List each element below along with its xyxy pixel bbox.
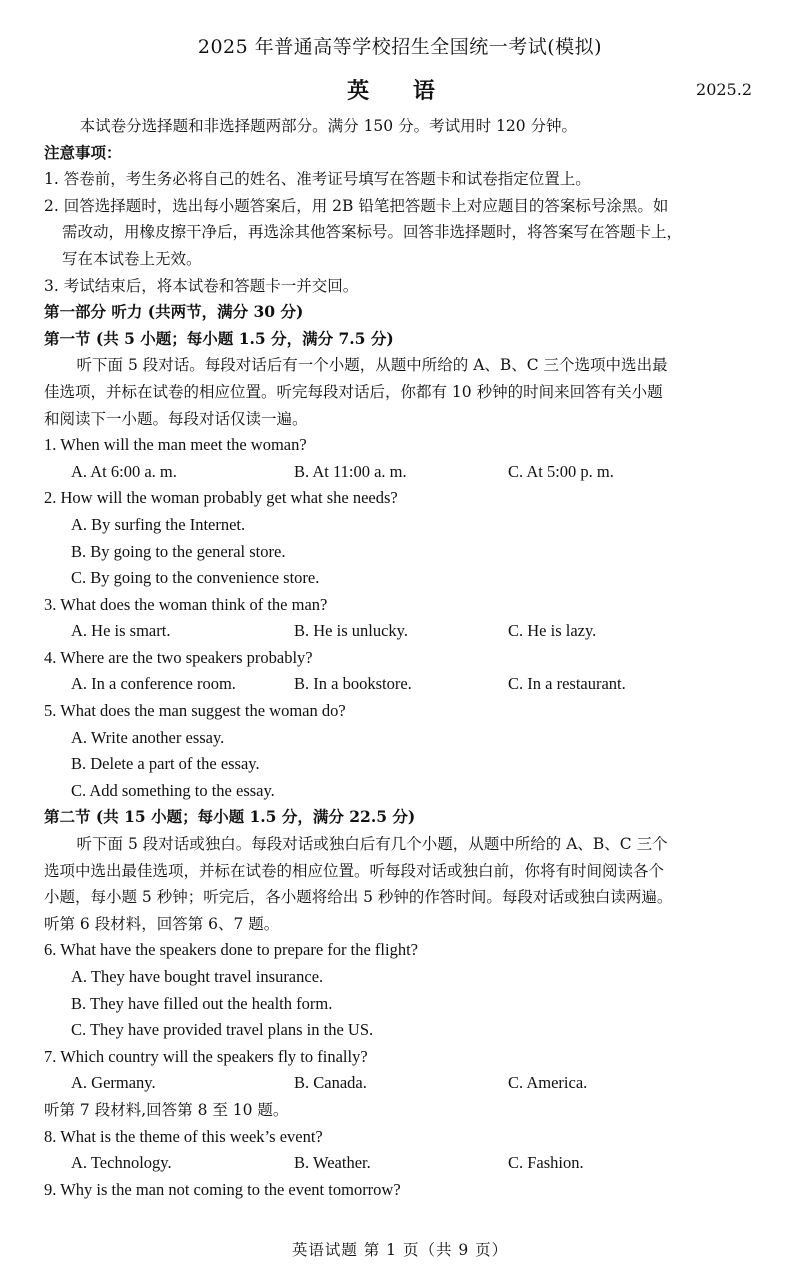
option-c: C. America.	[508, 1073, 588, 1093]
intro-line: 本试卷分选择题和非选择题两部分。满分 150 分。考试用时 120 分钟。	[79, 117, 578, 135]
question-7: 7. Which country will the speakers fly to finally?	[44, 1046, 368, 1066]
instruction-line: 佳选项，并标在试卷的相应位置。听完每段对话后，你都有 10 秒钟的时间来回答有关小题	[44, 382, 663, 401]
section1-instructions	[44, 352, 756, 432]
question-1-options	[44, 459, 756, 486]
question-8-options	[44, 1150, 756, 1177]
option-c: C. He is lazy.	[508, 621, 597, 641]
instruction-line: 听下面 5 段对话。每段对话后有一个小题，从题中所给的 A、B、C 三个选项中选出最	[76, 356, 668, 375]
notice-item-3: 3. 考试结束后，将本试卷和答题卡一并交回。	[44, 276, 359, 295]
instruction-line: 和阅读下一小题。每段对话仅读一遍。	[44, 409, 308, 428]
option-a: A. In a conference room.	[71, 674, 236, 694]
section1-heading: 第一节 (共 5 小题；每小题 1.5 分，满分 7.5 分)	[44, 328, 394, 348]
question-8: 8. What is the theme of this week’s event?	[44, 1126, 323, 1146]
option-a: A. He is smart.	[71, 621, 171, 641]
question-7-options	[44, 1070, 756, 1097]
option-c: C. By going to the convenience store.	[71, 568, 320, 588]
question-9: 9. Why is the man not coming to the event tomorrow?	[44, 1179, 401, 1199]
option-c: C. At 5:00 p. m.	[508, 461, 614, 481]
notice-item-2-line-1: 2. 回答选择题时，选出每小题答案后，用 2B 铅笔把答题卡上对应题目的答案标号涂黑。如	[44, 196, 669, 215]
option-a: A. Technology.	[71, 1153, 172, 1173]
option-a: A. Germany.	[71, 1073, 156, 1093]
option-a: A. Write another essay.	[71, 727, 225, 747]
notice-item-2-line-2: 需改动，用橡皮擦干净后，再选涂其他答案标号。回答非选择题时，将答案写在答题卡上，	[62, 223, 683, 242]
instruction-line: 选项中选出最佳选项，并标在试卷的相应位置。听每段对话或独白前，你将有时间阅读各个	[44, 861, 665, 880]
option-b: B. Canada.	[294, 1073, 367, 1093]
question-4: 4. Where are the two speakers probably?	[44, 647, 313, 667]
segment-7-label: 听第 7 段材料,回答第 8 至 10 题。	[44, 1100, 289, 1119]
option-b: B. Weather.	[294, 1153, 371, 1173]
question-6: 6. What have the speakers done to prepare for the flight?	[44, 940, 419, 960]
question-1: 1. When will the man meet the woman?	[44, 435, 307, 455]
question-4-options	[44, 671, 756, 698]
instruction-line: 小题，每小题 5 秒钟；听完后，各小题将给出 5 秒钟的作答时间。每段对话或独白读两遍。	[44, 888, 673, 907]
option-a: A. At 6:00 a. m.	[71, 461, 177, 481]
option-b: B. At 11:00 a. m.	[294, 461, 407, 481]
question-5: 5. What does the man suggest the woman do?	[44, 701, 346, 721]
exam-content	[44, 113, 756, 1203]
option-a: A. By surfing the Internet.	[71, 514, 246, 534]
part1-heading: 第一部分 听力 (共两节，满分 30 分)	[44, 302, 304, 322]
intro-paragraph	[44, 113, 756, 140]
option-b: B. He is unlucky.	[294, 621, 408, 641]
option-b: B. By going to the general store.	[71, 541, 286, 561]
option-a: A. They have bought travel insurance.	[71, 967, 324, 986]
exam-title: 2025 年普通高等学校招生全国统一考试(模拟)	[197, 36, 603, 58]
notice-item-2-line-3: 写在本试卷上无效。	[62, 249, 202, 268]
instruction-line: 听下面 5 段对话或独白。每段对话或独白后有几个小题，从题中所给的 A、B、C 三个	[76, 835, 668, 854]
option-b: B. Delete a part of the essay.	[71, 754, 260, 774]
option-c: C. Fashion.	[508, 1153, 584, 1173]
notice-item-1: 1. 答卷前，考生务必将自己的姓名、准考证号填写在答题卡和试卷指定位置上。	[44, 170, 591, 189]
option-c: C. Add something to the essay.	[71, 780, 275, 800]
subject-title: 英 语	[347, 78, 453, 104]
question-2: 2. How will the woman probably get what she needs?	[44, 488, 398, 508]
option-b: B. They have filled out the health form.	[71, 993, 333, 1013]
segment-6-label: 听第 6 段材料，回答第 6、7 题。	[44, 914, 280, 933]
question-3: 3. What does the woman think of the man?	[44, 594, 328, 614]
option-b: B. In a bookstore.	[294, 674, 412, 694]
section2-instructions	[44, 831, 756, 911]
page-footer: 英语试题 第 1 页（共 9 页）	[291, 1241, 509, 1259]
option-c: C. In a restaurant.	[508, 674, 626, 694]
notice-heading: 注意事项：	[44, 142, 122, 162]
option-c: C. They have provided travel plans in the US.	[71, 1020, 374, 1040]
exam-date: 2025.2	[696, 80, 752, 99]
section2-heading: 第二节 (共 15 小题；每小题 1.5 分，满分 22.5 分)	[44, 807, 416, 827]
question-3-options	[44, 618, 756, 645]
